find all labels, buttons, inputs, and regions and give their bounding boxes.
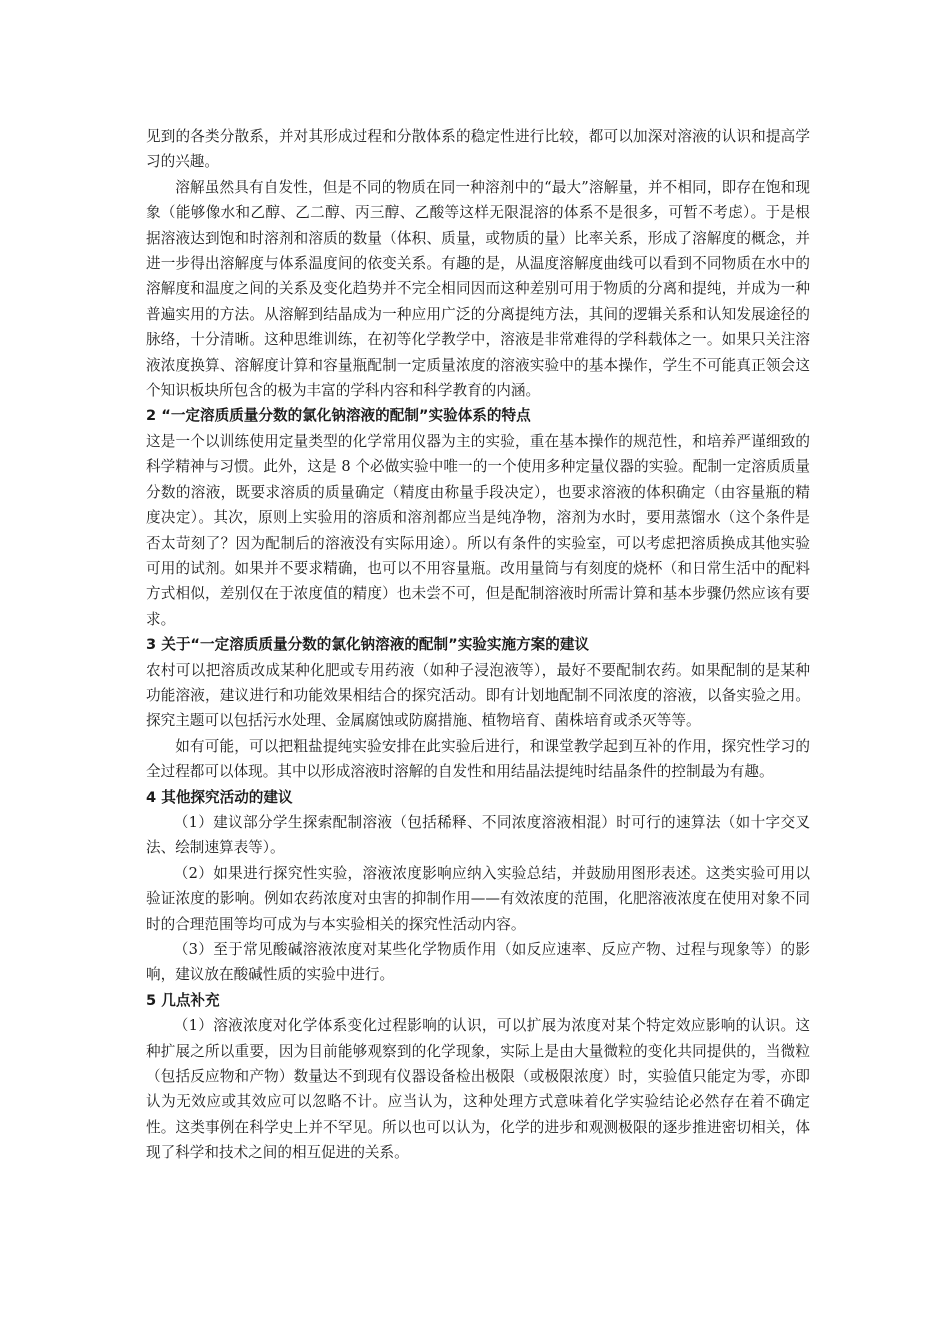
document-page — [146, 124, 810, 1166]
section-3-body-1: 农村可以把溶质改成某种化肥或专用药液（如种子浸泡液等），最好不要配制农药。如果配制的是某种功能溶液，建议进行和功能效果相结合的探究活动。即有计划地配制不同浓度的溶液，以备实验之用。探究主题可以包括污水处理、金属腐蚀或防腐措施、植物培育、菌株培育或杀灭等等。 — [146, 661, 810, 730]
section-2-body: 这是一个以训练使用定量类型的化学常用仪器为主的实验，重在基本操作的规范性，和培养严谨细致的科学精神与习惯。此外，这是 8 个必做实验中唯一的一个使用多种定量仪器的实验。配制一定溶质质量分数的溶液，既要求溶质的质量确定（精度由称量手段决定），也要求溶液的体积确定（由容量瓶的精度决定）。其次，原则上实验用的溶质和溶剂都应当是纯净物，溶剂为水时，要用蒸馏水（这个条件是否太苛刻了？因为配制后的溶液没有实际用途）。所以有条件的实验室，可以考虑把溶质换成其他实验可用的试剂。如果并不要求精确，也可以不用容量瓶。改用量筒与有刻度的烧杯（和日常生活中的配料方式相似，差别仅在于浓度值的精度）也未尝不可，但是配制溶液时所需计算和基本步骤仍然应该有要求。 — [146, 432, 810, 628]
section-4-item-3: （3）至于常见酸碱溶液浓度对某些化学物质作用（如反应速率、反应产物、过程与现象等）的影响，建议放在酸碱性质的实验中进行。 — [146, 941, 810, 984]
section-5-heading: 5 几点补充 — [146, 991, 220, 1009]
section-4-item-2: （2）如果进行探究性实验，溶液浓度影响应纳入实验总结，并鼓励用图形表述。这类实验可用以验证浓度的影响。例如农药浓度对虫害的抑制作用——有效浓度的范围，化肥溶液浓度在使用对象不同时的合理范围等均可成为与本实验相关的探究性活动内容。 — [146, 864, 810, 933]
section-5-item-1: （1）溶液浓度对化学体系变化过程影响的认识，可以扩展为浓度对某个特定效应影响的认识。这种扩展之所以重要，因为目前能够观察到的化学现象，实际上是由大量微粒的变化共同提供的，当微粒（包括反应物和产物）数量达不到现有仪器设备检出极限（或极限浓度）时，实验值只能定为零，亦即认为无效应或其效应可以忽略不计。应当认为，这种处理方式意味着化学实验结论必然存在着不确定性。这类事例在科学史上并不罕见。所以也可以认为，化学的进步和观测极限的逐步推进密切相关，体现了科学和技术之间的相互促进的关系。 — [146, 1017, 810, 1162]
section-4-item-1: （1）建议部分学生探索配制溶液（包括稀释、不同浓度溶液相混）时可行的速算法（如十字交叉法、绘制速算表等）。 — [146, 813, 810, 857]
section-2-heading: 2 “一定溶质质量分数的氯化钠溶液的配制”实验体系的特点 — [146, 407, 531, 425]
paragraph-solubility: 溶解虽然具有自发性，但是不同的物质在同一种溶剂中的“最大”溶解量，并不相同，即存在饱和现象（能够像水和乙醇、乙二醇、丙三醇、乙酸等这样无限混溶的体系不是很多，可暂不考虑）。于是根据溶液达到饱和时溶剂和溶质的数量（体积、质量，或物质的量）比率关系，形成了溶解度的概念，并进一步得出溶解度与体系温度间的依变关系。有趣的是，从温度溶解度曲线可以看到不同物质在水中的溶解度和温度之间的关系及变化趋势并不完全相同因而这种差别可用于物质的分离和提纯，并成为一种普遍实用的方法。从溶解到结晶成为一种应用广泛的分离提纯方法，其间的逻辑关系和认知发展途径的脉络，十分清晰。这种思维训练，在初等化学教学中，溶液是非常难得的学科载体之一。如果只关注溶液浓度换算、溶解度计算和容量瓶配制一定质量浓度的溶液实验中的基本操作，学生不可能真正领会这个知识板块所包含的极为丰富的学科内容和科学教育的内涵。 — [146, 178, 810, 400]
paragraph-intro-continuation: 见到的各类分散系，并对其形成过程和分散体系的稳定性进行比较，都可以加深对溶液的认识和提高学习的兴趣。 — [146, 128, 810, 171]
section-4-heading: 4 其他探究活动的建议 — [146, 788, 293, 806]
section-3-body-2: 如有可能，可以把粗盐提纯实验安排在此实验后进行，和课堂教学起到互补的作用，探究性学习的全过程都可以体现。其中以形成溶液时溶解的自发性和用结晶法提纯时结晶条件的控制最为有趣。 — [146, 737, 810, 781]
section-3-heading: 3 关于“一定溶质质量分数的氯化钠溶液的配制”实验实施方案的建议 — [146, 636, 590, 654]
